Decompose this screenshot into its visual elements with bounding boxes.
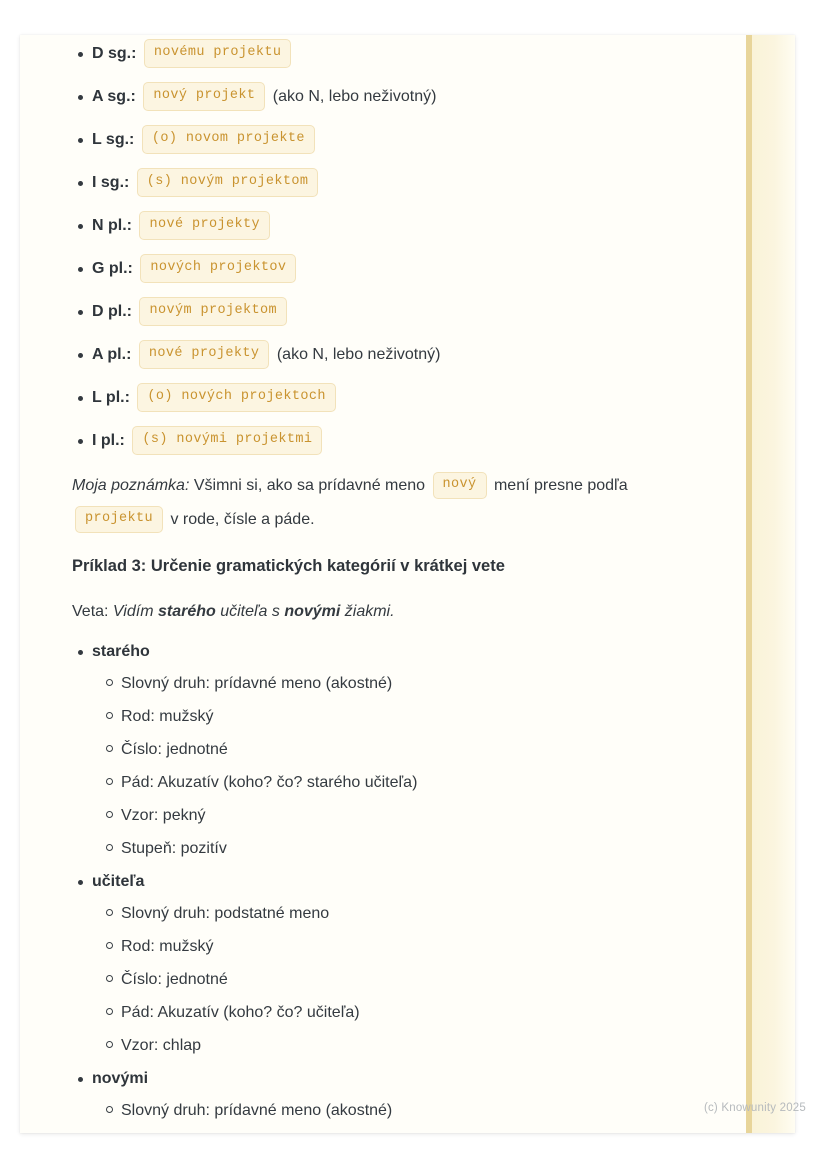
inline-code-chip: projektu (75, 506, 163, 533)
analysis-props (72, 1100, 664, 1121)
inline-code-chip: novým projektom (139, 297, 287, 326)
example-heading: Príklad 3: Určenie gramatických kategórií v krátkej vete (72, 557, 505, 575)
analysis-prop-item: Vzor: chlap (72, 1035, 664, 1056)
analysis-word-group (72, 1068, 664, 1121)
note-text-3: v rode, čísle a páde. (166, 511, 315, 528)
watermark: (c) Knowunity 2025 (703, 1102, 806, 1114)
case-list-item (72, 297, 664, 327)
inline-code-chip: nové projekty (139, 211, 270, 240)
analysis-word: starého (72, 641, 664, 663)
case-list-item (72, 39, 664, 69)
case-list-item (72, 211, 664, 241)
analysis-prop-item: Číslo: jednotné (72, 969, 664, 990)
inline-code-chip: nových projektov (140, 254, 296, 283)
analysis-prop-item: Pád: Akuzatív (koho? čo? starého učiteľa) (72, 772, 664, 793)
note-text-1: Všimni si, ako sa prídavné meno (189, 477, 430, 494)
analysis-props (72, 903, 664, 1056)
sentence-part: žiakmi. (340, 603, 395, 620)
note-text-2: mení presne podľa (489, 477, 628, 494)
case-label: A sg.: (92, 88, 136, 105)
analysis-word-group (72, 641, 664, 859)
case-suffix: (ako N, lebo neživotný) (272, 346, 441, 363)
case-list-item (72, 82, 664, 112)
analysis-prop-item: Slovný druh: podstatné meno (72, 903, 664, 924)
case-list-item (72, 254, 664, 284)
example-sentence (72, 601, 664, 623)
note-paragraph (72, 469, 664, 537)
case-list-item (72, 125, 664, 155)
analysis-prop-item: Číslo: jednotné (72, 739, 664, 760)
case-suffix: (ako N, lebo neživotný) (268, 88, 437, 105)
sentence-part: učiteľa s (215, 603, 285, 620)
analysis-prop-item: Pád: Akuzatív (koho? čo? učiteľa) (72, 1002, 664, 1023)
case-label: I sg.: (92, 174, 130, 191)
case-list-item (72, 426, 664, 456)
sentence-body (113, 603, 395, 620)
case-label: L pl.: (92, 389, 130, 406)
analysis-prop-item: Slovný druh: prídavné meno (akostné) (72, 1100, 664, 1121)
note-lead: Moja poznámka: (72, 477, 190, 494)
case-label: G pl.: (92, 260, 133, 277)
case-label: D pl.: (92, 303, 132, 320)
analysis-prop-item: Slovný druh: prídavné meno (akostné) (72, 673, 664, 694)
case-list (72, 39, 664, 456)
document-page (20, 35, 795, 1133)
inline-code-chip: (o) novom projekte (142, 125, 315, 154)
analysis-word-group (72, 871, 664, 1056)
case-list-item (72, 168, 664, 198)
analysis-word: učiteľa (72, 871, 664, 893)
case-label: I pl.: (92, 432, 125, 449)
analysis-prop-item: Rod: mužský (72, 706, 664, 727)
case-label: A pl.: (92, 346, 132, 363)
inline-code-chip: nový (433, 472, 487, 499)
inline-code-chip: (s) novými projektmi (132, 426, 322, 455)
case-label: D sg.: (92, 45, 137, 62)
analysis-prop-item: Rod: mužský (72, 936, 664, 957)
inline-code-chip: nové projekty (139, 340, 270, 369)
inline-code-chip: nový projekt (143, 82, 265, 111)
page-edge-stripe (746, 35, 795, 1133)
inline-code-chip: (o) nových projektoch (137, 383, 336, 412)
sentence-part: starého (157, 603, 216, 620)
analysis-list (72, 641, 664, 1121)
sentence-lead: Veta: (72, 603, 113, 620)
inline-code-chip: novému projektu (144, 39, 292, 68)
analysis-prop-item: Vzor: pekný (72, 805, 664, 826)
analysis-prop-item: Stupeň: pozitív (72, 838, 664, 859)
analysis-props (72, 673, 664, 859)
sentence-part: novými (284, 603, 341, 620)
sentence-part: Vidím (112, 603, 158, 620)
analysis-word: novými (72, 1068, 664, 1090)
case-label: L sg.: (92, 131, 135, 148)
page-content (72, 35, 664, 1133)
case-list-item (72, 383, 664, 413)
case-list-item (72, 340, 664, 370)
case-label: N pl.: (92, 217, 132, 234)
inline-code-chip: (s) novým projektom (137, 168, 319, 197)
